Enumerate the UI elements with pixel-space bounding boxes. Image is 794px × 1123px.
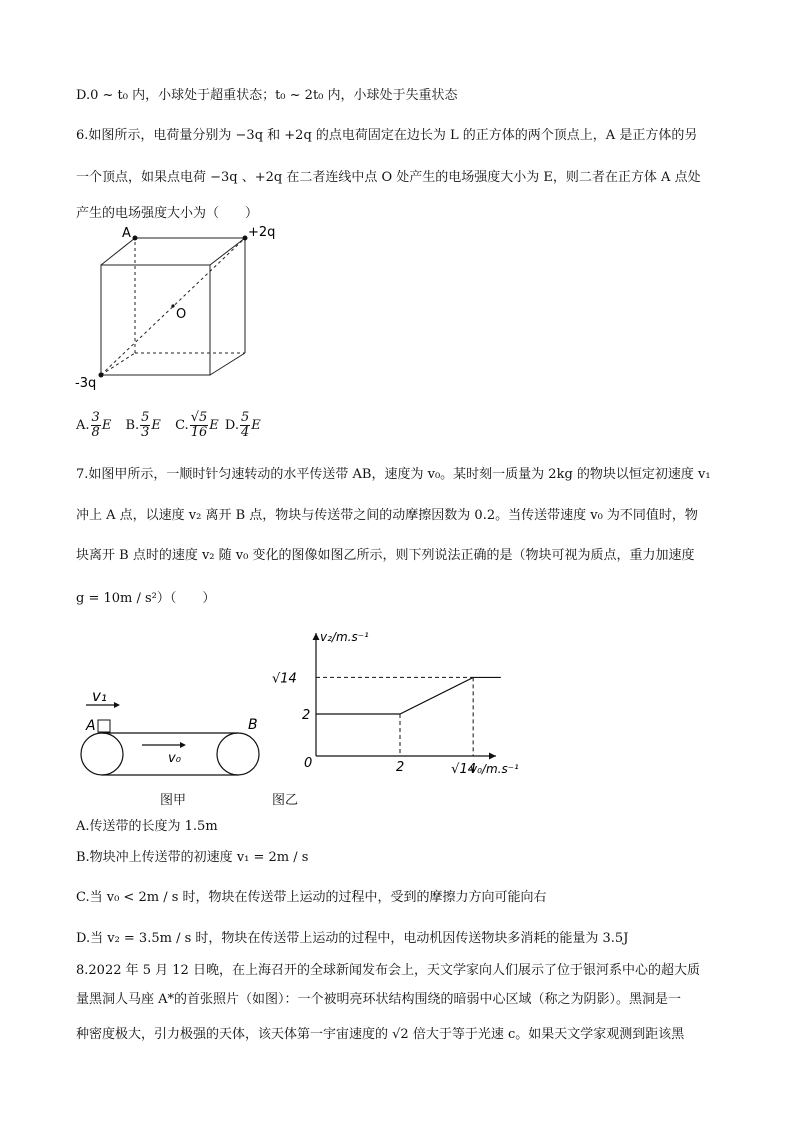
q8-stem-line3: 种密度极大，引力极强的天体，该天体第一宇宙速度的 √2 倍大于等于光速 c。如果天文学家观测到距该黑 — [76, 1027, 685, 1042]
center-o-dot — [171, 304, 174, 307]
caption-jia: 图甲 — [160, 793, 187, 808]
cube-figure — [70, 222, 290, 392]
left-pulley — [81, 733, 123, 775]
right-pulley — [217, 733, 259, 775]
label-v1: v₁ — [92, 687, 107, 705]
vertex-plus-dot — [243, 236, 248, 241]
ytick-sqrt14: √14 — [272, 671, 297, 687]
q7-stem-line2: 冲上 A 点，以速度 v₂ 离开 B 点，物块与传送带之间的动摩擦因数为 0.2。当传送带速度 v₀ 为不同值时，物 — [76, 508, 698, 523]
v1-arrow-head — [114, 702, 120, 708]
label-v0: v₀ — [168, 751, 181, 766]
label-o: O — [176, 307, 187, 322]
q5-option-d: D.0 ~ t₀ 内，小球处于超重状态；t₀ ~ 2t₀ 内，小球处于失重状态 — [76, 88, 458, 103]
q6-option-d: D. $\frac{5}{4}$ E — [224, 410, 261, 440]
q7-option-b: B.物块冲上传送带的初速度 v₁ = 2m / s — [76, 850, 309, 865]
origin-label: 0 — [304, 756, 313, 771]
block — [98, 720, 110, 732]
label-minus-3q: -3q — [75, 376, 97, 391]
label-a-belt: A — [86, 718, 96, 734]
q7-stem-line4: g = 10m / s²）（ ） — [76, 591, 216, 606]
vertex-a-dot — [133, 236, 138, 241]
q6-option-a: A. $\frac{3}{8}$ E — [76, 410, 112, 440]
q7-option-d: D.当 v₂ = 3.5m / s 时，物块在传送带上运动的过程中，电动机因传送物块多消耗的能量为 3.5J — [76, 931, 629, 946]
q8-stem-line2: 量黑洞人马座 A*的首张照片（如图）：一个被明亮环状结构围绕的暗弱中心区域（称之为阴影）。黑洞是一 — [76, 992, 682, 1007]
xtick-sqrt14: √14 — [451, 762, 476, 777]
q6-stem-line1: 6.如图所示，电荷量分别为 −3q 和 +2q 的点电荷固定在边长为 L 的正方体的两个顶点上，A 是正方体的另 — [76, 128, 698, 143]
cube-front-face — [101, 265, 210, 375]
ytick-2: 2 — [302, 708, 311, 723]
q6-option-b: B. $\frac{5}{3}$ E — [125, 410, 161, 440]
conveyor-belt-figure — [76, 683, 276, 783]
v2-v0-chart — [270, 625, 530, 785]
q7-stem-line1: 7.如图甲所示，一顺时针匀速转动的水平传送带 AB，速度为 v₀。某时刻一质量为 2kg 的物块以恒定初速度 v₁ — [76, 467, 711, 482]
label-b-belt: B — [248, 717, 258, 733]
x-axis-label: v₀/m.s⁻¹ — [470, 762, 519, 776]
v0-arrow-head — [180, 742, 186, 748]
q6-options — [76, 406, 271, 446]
q6-stem-line3: 产生的电场强度大小为（ ） — [76, 206, 259, 221]
q7-option-a: A.传送带的长度为 1.5m — [76, 819, 218, 834]
q8-stem-line1: 8.2022 年 5 月 12 日晚，在上海召开的全球新闻发布会上，天文学家向人们展示了位于银河系中心的超大质 — [76, 963, 700, 978]
q7-option-c: C.当 v₀ < 2m / s 时，物块在传送带上运动的过程中，受到的摩擦力方向可能向右 — [76, 890, 547, 905]
q7-stem-line3: 块离开 B 点时的速度 v₂ 随 v₀ 变化的图像如图乙所示，则下列说法正确的是（物块可视为质点，重力加速度 — [76, 548, 695, 563]
q6-stem-line2: 一个顶点，如果点电荷 −3q 、+2q 在二者连线中点 O 处产生的电场强度大小为 E，则二者在正方体 A 点处 — [76, 170, 701, 185]
q6-option-c: C. $\frac{√5}{16}$ E — [175, 410, 219, 440]
label-plus-2q: +2q — [248, 225, 276, 240]
xtick-2: 2 — [396, 760, 405, 775]
vertex-minus-dot — [99, 373, 104, 378]
y-axis-label: v₂/m.s⁻¹ — [320, 630, 369, 644]
label-a: A — [122, 226, 131, 241]
caption-yi: 图乙 — [272, 793, 299, 808]
